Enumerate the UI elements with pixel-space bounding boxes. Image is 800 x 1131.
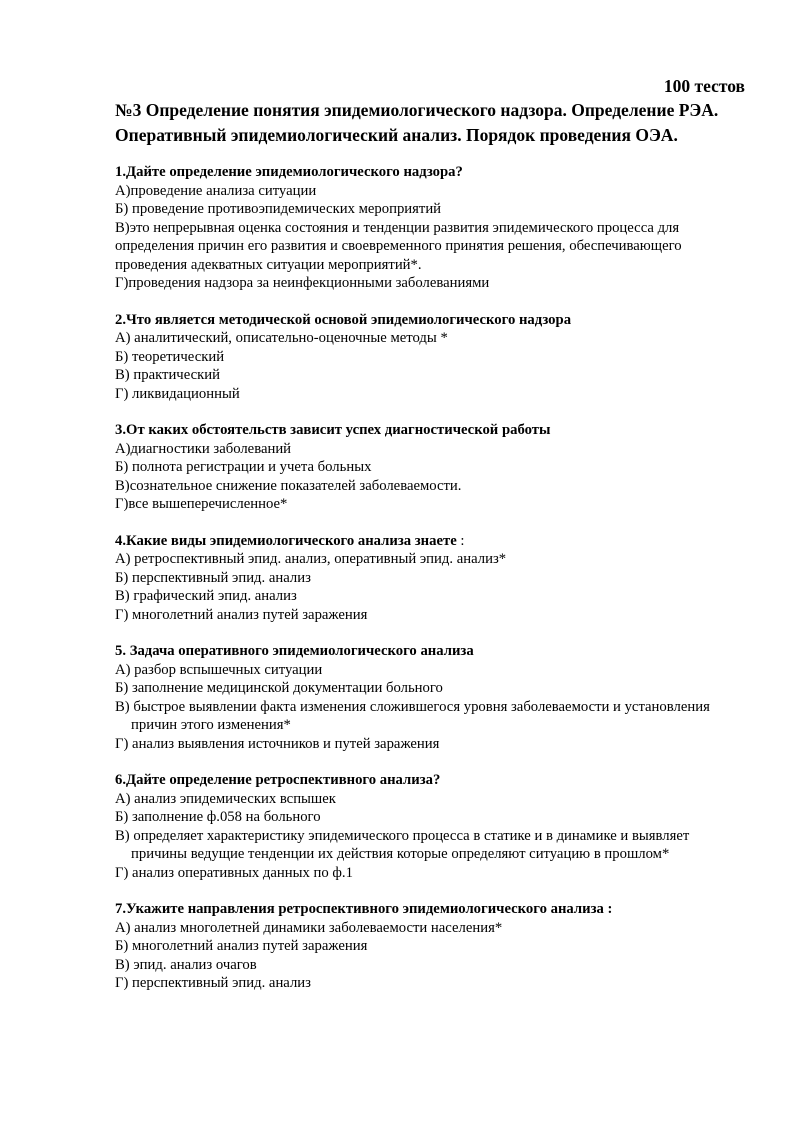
question-title: 6.Дайте определение ретроспективного анализа? (115, 772, 441, 788)
answer-option: В) практический (115, 367, 220, 383)
answer-option: А) ретроспективный эпид. анализ, оперативный эпид. анализ* (115, 551, 507, 567)
answer-option: Г) анализ выявления источников и путей заражения (115, 735, 440, 752)
answer-option: В) графический эпид. анализ (115, 588, 297, 604)
document-page (115, 74, 745, 1011)
question-block (115, 163, 745, 293)
question-title: 7.Укажите направления ретроспективного эпидемиологического анализа : (115, 901, 613, 917)
answer-option: В)сознательное снижение показателей заболеваемости. (115, 477, 462, 494)
answer-option: Г) многолетний анализ путей заражения (115, 606, 368, 623)
answer-option: В)это непрерывная оценка состояния и тенденции развития эпидемического процесса для определения причин его развития и своевременного принятия решения, обеспечивающего проведения адекватных ситуации мероприятий*. (115, 219, 682, 273)
answer-option: В) определяет характеристику эпидемического процесса в статике и в динамике и выявляет причины ведущие тенденции их действия которые определяют ситуацию в прошлом* (115, 827, 690, 862)
question-title: 5. Задача оперативного эпидемиологического анализа (115, 643, 474, 659)
test-count: 100 тестов (663, 76, 745, 96)
answer-option: Г)проведения надзора за неинфекционными заболеваниями (115, 275, 490, 291)
question-block (115, 900, 745, 993)
answer-option: А) анализ эпидемических вспышек (115, 790, 336, 807)
answer-option: А) аналитический, описательно-оценочные методы * (115, 330, 448, 346)
answer-option: Б) многолетний анализ путей заражения (115, 938, 368, 954)
answer-option: А) анализ многолетней динамики заболеваемости населения* (115, 919, 503, 936)
question-title: 1.Дайте определение эпидемиологического надзора? (115, 164, 463, 180)
answer-option: Б) проведение противоэпидемических мероприятий (115, 201, 442, 217)
answer-option: Г) перспективный эпид. анализ (115, 975, 311, 991)
answer-option: Г) анализ оперативных данных по ф.1 (115, 864, 353, 881)
answer-option: А) разбор вспышечных ситуации (115, 661, 323, 678)
answer-option: Б) теоретический (115, 348, 225, 365)
answer-option: Г)все вышеперечисленное* (115, 496, 288, 512)
answer-option: Б) заполнение ф.058 на больного (115, 809, 321, 825)
answer-option: Б) полнота регистрации и учета больных (115, 459, 372, 475)
answer-option: Б) заполнение медицинской документации больного (115, 680, 443, 696)
answer-option: В) быстрое выявлении факта изменения сложившегося уровня заболеваемости и установления причин этого изменения* (115, 698, 710, 733)
answer-option: В) эпид. анализ очагов (115, 956, 257, 973)
question-block (115, 532, 745, 625)
answer-option: А)диагностики заболеваний (115, 440, 292, 457)
answer-option: Б) перспективный эпид. анализ (115, 569, 311, 586)
question-block (115, 311, 745, 404)
answer-option: А)проведение анализа ситуации (115, 182, 317, 199)
page-title: №3 Определение понятия эпидемиологического надзора. Определение РЭА. Оперативный эпидемиологический анализ. Порядок проведения ОЭА. (115, 100, 719, 145)
question-title: 2.Что является методической основой эпидемиологического надзора (115, 311, 572, 328)
answer-option: Г) ликвидационный (115, 385, 240, 402)
question-block (115, 421, 745, 514)
question-title: 3.От каких обстоятельств зависит успех диагностической работы (115, 422, 551, 438)
question-block (115, 771, 745, 882)
question-title: 4.Какие виды эпидемиологического анализа знаете : (115, 532, 465, 549)
question-block (115, 642, 745, 753)
